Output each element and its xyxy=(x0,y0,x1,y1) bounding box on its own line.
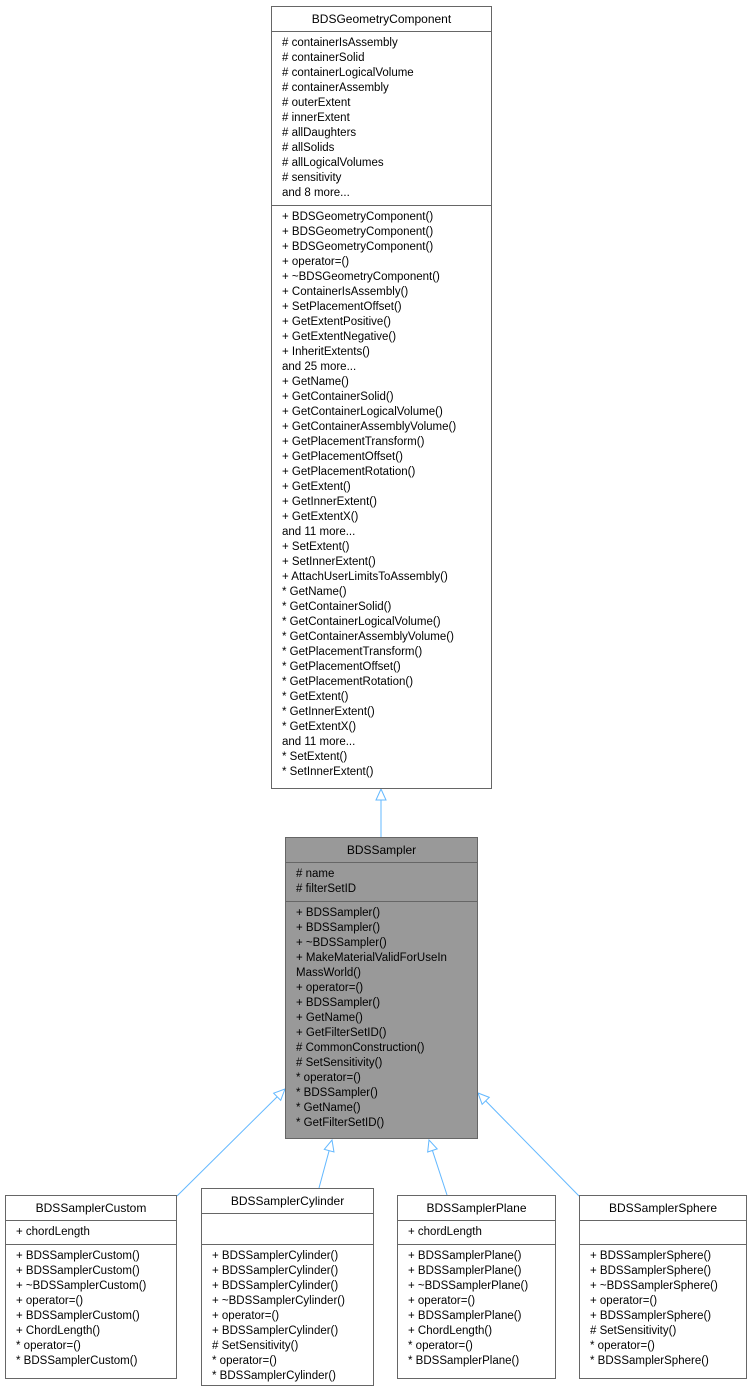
methods-section xyxy=(580,1245,746,1373)
methods-section xyxy=(202,1245,373,1388)
member-line: + operator=() xyxy=(590,1295,658,1307)
member-line: + ~BDSSamplerSphere() xyxy=(590,1280,718,1292)
member-line: + BDSSamplerSphere() xyxy=(590,1250,712,1262)
member-line: + ChordLength() xyxy=(16,1325,101,1337)
member-line: * GetContainerSolid() xyxy=(282,601,392,613)
member-line: and 11 more... xyxy=(282,526,356,538)
class-node-bdssamplercylinder[interactable] xyxy=(201,1188,374,1386)
member-line: # allSolids xyxy=(282,142,335,154)
member-line: + operator=() xyxy=(408,1295,476,1307)
edge-custom-to-sampler-line xyxy=(177,1097,277,1196)
member-line: + operator=() xyxy=(282,256,350,268)
member-line: * GetPlacementRotation() xyxy=(282,676,414,688)
edge-cylinder-to-sampler-line xyxy=(319,1151,329,1188)
member-line: + ~BDSSampler() xyxy=(296,937,387,949)
member-line: * GetPlacementTransform() xyxy=(282,646,423,658)
class-node-bdssampler[interactable] xyxy=(285,837,478,1139)
class-title: BDSGeometryComponent xyxy=(272,7,491,32)
member-line: + SetPlacementOffset() xyxy=(282,301,402,313)
member-line: * GetExtent() xyxy=(282,691,349,703)
member-line: + BDSSampler() xyxy=(296,907,381,919)
member-line: + BDSSamplerCylinder() xyxy=(212,1280,339,1292)
class-title: BDSSampler xyxy=(286,838,477,863)
member-line: # containerIsAssembly xyxy=(282,37,398,49)
class-title: BDSSamplerCustom xyxy=(6,1196,176,1221)
attributes-section xyxy=(286,863,477,902)
methods-section xyxy=(272,206,491,784)
member-line: # sensitivity xyxy=(282,172,342,184)
member-line: MassWorld() xyxy=(296,967,361,979)
member-line: * operator=() xyxy=(408,1340,473,1352)
member-line: + BDSSampler() xyxy=(296,922,381,934)
edge-cylinder-to-sampler-arrowhead xyxy=(324,1140,334,1152)
member-line: * GetName() xyxy=(296,1102,361,1114)
member-line: # SetSensitivity() xyxy=(212,1340,299,1352)
member-line: # allDaughters xyxy=(282,127,357,139)
member-line: + BDSSamplerCylinder() xyxy=(212,1265,339,1277)
edge-sphere-to-sampler-line xyxy=(486,1101,579,1196)
member-line: * BDSSamplerPlane() xyxy=(408,1355,520,1367)
member-line: # containerLogicalVolume xyxy=(282,67,414,79)
member-line: + GetContainerAssemblyVolume() xyxy=(282,421,457,433)
member-line: # SetSensitivity() xyxy=(590,1325,677,1337)
member-line: + BDSSamplerPlane() xyxy=(408,1265,522,1277)
member-line: + ~BDSGeometryComponent() xyxy=(282,271,440,283)
member-line: # outerExtent xyxy=(282,97,351,109)
member-line: and 8 more... xyxy=(282,187,350,199)
methods-section xyxy=(286,902,477,1135)
member-line: + GetContainerSolid() xyxy=(282,391,394,403)
member-line: + InheritExtents() xyxy=(282,346,370,358)
methods-section xyxy=(398,1245,555,1373)
member-line: # CommonConstruction() xyxy=(296,1042,425,1054)
member-line: + SetExtent() xyxy=(282,541,350,553)
member-line: * GetContainerAssemblyVolume() xyxy=(282,631,454,643)
attributes-section xyxy=(202,1214,373,1245)
member-line: + operator=() xyxy=(212,1310,280,1322)
member-line: * GetName() xyxy=(282,586,347,598)
member-line: * SetInnerExtent() xyxy=(282,766,374,778)
member-line: and 25 more... xyxy=(282,361,357,373)
member-line: + BDSSamplerCylinder() xyxy=(212,1325,339,1337)
member-line: # containerSolid xyxy=(282,52,365,64)
member-line: # SetSensitivity() xyxy=(296,1057,383,1069)
class-node-bdssamplerplane[interactable] xyxy=(397,1195,556,1379)
member-line: # containerAssembly xyxy=(282,82,389,94)
member-line: + BDSSamplerSphere() xyxy=(590,1265,712,1277)
member-line: # allLogicalVolumes xyxy=(282,157,384,169)
member-line: + SetInnerExtent() xyxy=(282,556,376,568)
member-line: + GetExtentNegative() xyxy=(282,331,397,343)
class-node-bdssamplersphere[interactable] xyxy=(579,1195,747,1379)
member-line: + BDSSamplerCustom() xyxy=(16,1310,140,1322)
member-line: * BDSSamplerSphere() xyxy=(590,1355,709,1367)
class-title: BDSSamplerPlane xyxy=(398,1196,555,1221)
member-line: * GetFilterSetID() xyxy=(296,1117,385,1129)
attributes-section xyxy=(398,1221,555,1245)
member-line: + GetPlacementTransform() xyxy=(282,436,425,448)
member-line: # innerExtent xyxy=(282,112,350,124)
member-line: + GetName() xyxy=(296,1012,363,1024)
attributes-section xyxy=(580,1221,746,1245)
member-line: + BDSSamplerPlane() xyxy=(408,1250,522,1262)
member-line: + ContainerIsAssembly() xyxy=(282,286,409,298)
member-line: + BDSGeometryComponent() xyxy=(282,241,434,253)
member-line: + GetExtentX() xyxy=(282,511,359,523)
class-title: BDSSamplerSphere xyxy=(580,1196,746,1221)
member-line: + BDSSampler() xyxy=(296,997,381,1009)
member-line: * BDSSamplerCylinder() xyxy=(212,1370,336,1382)
member-line: * BDSSamplerCustom() xyxy=(16,1355,138,1367)
member-line: * SetExtent() xyxy=(282,751,348,763)
member-line: + BDSSamplerCustom() xyxy=(16,1265,140,1277)
member-line: * GetPlacementOffset() xyxy=(282,661,401,673)
edge-plane-to-sampler-arrowhead xyxy=(428,1140,438,1152)
member-line: + ChordLength() xyxy=(408,1325,493,1337)
member-line: + GetPlacementRotation() xyxy=(282,466,416,478)
methods-section xyxy=(6,1245,176,1373)
member-line: # filterSetID xyxy=(296,883,357,895)
member-line: + BDSGeometryComponent() xyxy=(282,211,434,223)
class-title: BDSSamplerCylinder xyxy=(202,1189,373,1214)
member-line: * BDSSampler() xyxy=(296,1087,378,1099)
member-line: + AttachUserLimitsToAssembly() xyxy=(282,571,448,583)
member-line: + GetExtent() xyxy=(282,481,351,493)
member-line: + ~BDSSamplerCylinder() xyxy=(212,1295,345,1307)
attributes-section xyxy=(272,32,491,206)
member-line: # name xyxy=(296,868,335,880)
member-line: + operator=() xyxy=(296,982,364,994)
member-line: + MakeMaterialValidForUseIn xyxy=(296,952,447,964)
member-line: + operator=() xyxy=(16,1295,84,1307)
member-line: + ~BDSSamplerPlane() xyxy=(408,1280,529,1292)
member-line: + GetExtentPositive() xyxy=(282,316,391,328)
member-line: + GetFilterSetID() xyxy=(296,1027,387,1039)
member-line: * GetContainerLogicalVolume() xyxy=(282,616,441,628)
member-line: + BDSSamplerCustom() xyxy=(16,1250,140,1262)
member-line: + BDSGeometryComponent() xyxy=(282,226,434,238)
member-line: + GetName() xyxy=(282,376,349,388)
member-line: and 11 more... xyxy=(282,736,356,748)
member-line: * operator=() xyxy=(16,1340,81,1352)
class-node-bdsgeometrycomponent[interactable] xyxy=(271,6,492,789)
member-line: * operator=() xyxy=(590,1340,655,1352)
edge-plane-to-sampler-line xyxy=(432,1150,447,1195)
member-line: + BDSSamplerCylinder() xyxy=(212,1250,339,1262)
member-line: * GetExtentX() xyxy=(282,721,357,733)
member-line: * GetInnerExtent() xyxy=(282,706,375,718)
member-line: + GetPlacementOffset() xyxy=(282,451,403,463)
member-line: * operator=() xyxy=(212,1355,277,1367)
class-node-bdssamplercustom[interactable] xyxy=(5,1195,177,1379)
member-line: + ~BDSSamplerCustom() xyxy=(16,1280,147,1292)
member-line: + GetInnerExtent() xyxy=(282,496,377,508)
member-line: + chordLength xyxy=(16,1226,90,1238)
attributes-section xyxy=(6,1221,176,1245)
member-line: + GetContainerLogicalVolume() xyxy=(282,406,443,418)
member-line: + BDSSamplerSphere() xyxy=(590,1310,712,1322)
member-line: + BDSSamplerPlane() xyxy=(408,1310,522,1322)
edge-sampler-to-geometrycomponent-arrowhead xyxy=(376,789,386,800)
member-line: * operator=() xyxy=(296,1072,361,1084)
member-line: + chordLength xyxy=(408,1226,482,1238)
